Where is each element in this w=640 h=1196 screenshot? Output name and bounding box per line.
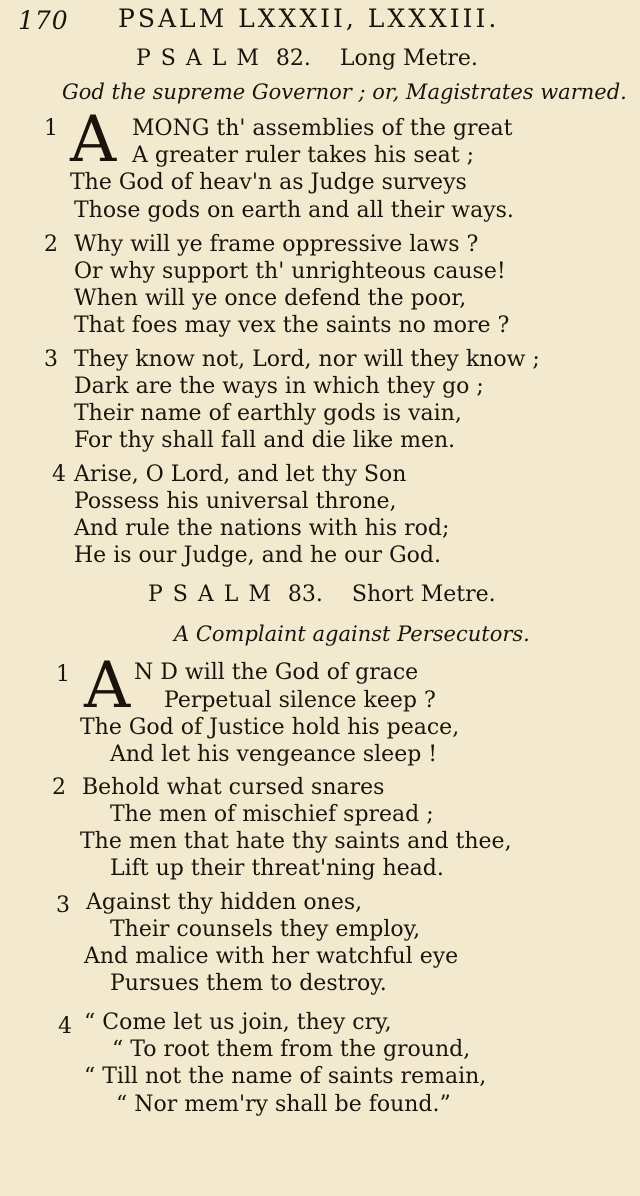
psalm82-number: 82.: [275, 46, 311, 71]
psalm83-verse3-number: 3: [56, 893, 70, 918]
psalm83-heading: [148, 582, 496, 607]
psalm82-name: PSALM: [136, 46, 269, 71]
running-title: PSALM LXXXII, LXXXIII.: [118, 4, 500, 33]
psalm82-verse4-line4: He is our Judge, and he our God.: [74, 543, 441, 568]
psalm83-verse1-line2: Perpetual silence keep ?: [164, 688, 436, 713]
psalm82-verse2-line1: Why will ye frame oppressive laws ?: [74, 232, 479, 257]
psalm83-verse1-number: 1: [56, 662, 70, 687]
psalm83-verse2-line4: Lift up their threat'ning head.: [110, 856, 444, 881]
running-head: [18, 4, 630, 40]
psalm83-verse2-number: 2: [52, 775, 66, 800]
psalm83-verse3-line2: Their counsels they employ,: [110, 917, 421, 942]
psalm83-metre: Short Metre.: [351, 582, 496, 607]
psalm83-verse1-line4: And let his vengeance sleep !: [110, 742, 438, 767]
psalm83-name: PSALM: [148, 582, 281, 607]
page-number: 170: [18, 6, 69, 35]
psalm82-verse1-line1: MONG th' assemblies of the great: [132, 116, 513, 141]
psalm82-verse3-number: 3: [44, 347, 58, 372]
psalm82-verse2-number: 2: [44, 232, 58, 257]
psalm83-verse3-line1: Against thy hidden ones,: [86, 890, 363, 915]
psalm82-verse1-line4: Those gods on earth and all their ways.: [74, 198, 514, 223]
psalm83-verse4-line1: “ Come let us join, they cry,: [84, 1010, 392, 1035]
psalm83-verse4-number: 4: [58, 1014, 72, 1039]
psalm82-verse4-line3: And rule the nations with his rod;: [74, 516, 450, 541]
psalm83-verse4-line2: “ To root them from the ground,: [112, 1037, 471, 1062]
psalm82-verse3-line3: Their name of earthly gods is vain,: [74, 401, 462, 426]
psalm83-verse1-line3: The God of Justice hold his peace,: [80, 715, 460, 740]
psalm82-metre: Long Metre.: [339, 46, 478, 71]
psalm82-verse4-line2: Possess his universal throne,: [74, 489, 397, 514]
psalm82-verse3-line2: Dark are the ways in which they go ;: [74, 374, 484, 399]
psalm83-verse2-line1: Behold what cursed snares: [82, 775, 385, 800]
psalm82-verse3-line1: They know not, Lord, nor will they know ;: [74, 347, 540, 372]
psalm82-verse1-line3: The God of heav'n as Judge surveys: [70, 170, 467, 195]
psalm83-subtitle: A Complaint against Persecutors.: [174, 622, 530, 646]
psalm82-verse1-line2: A greater ruler takes his seat ;: [132, 143, 474, 168]
psalm82-verse4-line1: Arise, O Lord, and let thy Son: [74, 462, 407, 487]
psalm82-verse4-number: 4: [52, 462, 66, 487]
psalm83-number: 83.: [287, 582, 323, 607]
psalm83-verse2-line2: The men of mischief spread ;: [110, 802, 434, 827]
psalm83-verse4-line4: “ Nor mem'ry shall be found.”: [116, 1092, 451, 1117]
psalm82-dropcap: A: [70, 103, 117, 177]
psalm83-verse1-line1: N D will the God of grace: [134, 660, 419, 685]
psalm83-verse4-line3: “ Till not the name of saints remain,: [84, 1064, 487, 1089]
psalm82-heading: [136, 46, 478, 71]
psalm82-verse1-number: 1: [44, 116, 58, 141]
psalm83-dropcap: A: [84, 649, 131, 723]
psalm82-verse2-line2: Or why support th' unrighteous cause!: [74, 259, 506, 284]
psalm82-verse3-line4: For thy shall fall and die like men.: [74, 428, 456, 453]
psalm83-verse3-line4: Pursues them to destroy.: [110, 971, 387, 996]
psalm82-verse2-line4: That foes may vex the saints no more ?: [74, 313, 510, 338]
psalm82-subtitle: God the supreme Governor ; or, Magistrates warned.: [62, 80, 627, 104]
psalm83-verse2-line3: The men that hate thy saints and thee,: [80, 829, 512, 854]
psalm83-verse3-line3: And malice with her watchful eye: [84, 944, 459, 969]
psalm82-verse2-line3: When will ye once defend the poor,: [74, 286, 467, 311]
